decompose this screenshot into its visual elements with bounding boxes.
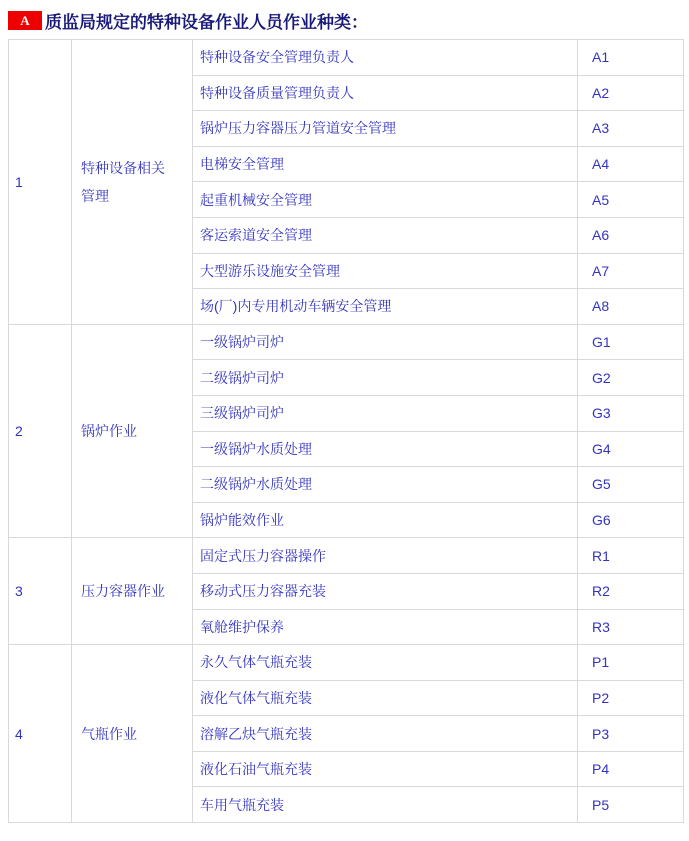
item-code: R3	[578, 609, 684, 645]
item-name: 一级锅炉水质处理	[193, 431, 578, 467]
item-code: G6	[578, 502, 684, 538]
item-code: P4	[578, 751, 684, 787]
section-letter-badge: A	[8, 11, 42, 30]
item-name: 溶解乙炔气瓶充装	[193, 716, 578, 752]
item-code: G2	[578, 360, 684, 396]
item-name: 场(厂)内专用机动车辆安全管理	[193, 289, 578, 325]
row-number: 1	[9, 40, 72, 325]
item-code: G3	[578, 395, 684, 431]
item-code: G4	[578, 431, 684, 467]
category-name	[72, 645, 193, 823]
item-name: 特种设备质量管理负责人	[193, 75, 578, 111]
table-row	[9, 324, 684, 360]
item-name: 三级锅炉司炉	[193, 395, 578, 431]
item-code: R1	[578, 538, 684, 574]
item-name: 起重机械安全管理	[193, 182, 578, 218]
table-body	[9, 40, 684, 823]
item-name: 二级锅炉司炉	[193, 360, 578, 396]
category-name	[72, 538, 193, 645]
item-name: 大型游乐设施安全管理	[193, 253, 578, 289]
item-name: 特种设备安全管理负责人	[193, 40, 578, 76]
item-code: P1	[578, 645, 684, 681]
item-name: 固定式压力容器操作	[193, 538, 578, 574]
item-code: A1	[578, 40, 684, 76]
row-number: 2	[9, 324, 72, 538]
item-name: 车用气瓶充装	[193, 787, 578, 823]
item-code: A5	[578, 182, 684, 218]
category-name-text: 压力容器作业	[81, 583, 165, 600]
table-row	[9, 538, 684, 574]
category-name	[72, 324, 193, 538]
item-name: 锅炉压力容器压力管道安全管理	[193, 111, 578, 147]
item-code: G5	[578, 467, 684, 503]
category-name	[72, 40, 193, 325]
item-name: 电梯安全管理	[193, 146, 578, 182]
row-number: 4	[9, 645, 72, 823]
item-name: 液化石油气瓶充装	[193, 751, 578, 787]
category-table	[8, 39, 684, 823]
item-name: 氧舱维护保养	[193, 609, 578, 645]
item-code: R2	[578, 573, 684, 609]
item-name: 永久气体气瓶充装	[193, 645, 578, 681]
title-text: 质监局规定的特种设备作业人员作业种类：	[45, 13, 368, 32]
category-name-text: 锅炉作业	[81, 423, 137, 440]
item-name: 液化气体气瓶充装	[193, 680, 578, 716]
item-name: 客运索道安全管理	[193, 217, 578, 253]
row-number: 3	[9, 538, 72, 645]
item-code: P2	[578, 680, 684, 716]
item-code: A2	[578, 75, 684, 111]
item-code: A7	[578, 253, 684, 289]
item-code: A3	[578, 111, 684, 147]
item-name: 一级锅炉司炉	[193, 324, 578, 360]
category-name-text: 特种设备相关管理	[81, 159, 165, 204]
table-row	[9, 40, 684, 76]
item-code: A4	[578, 146, 684, 182]
category-name-text: 气瓶作业	[81, 725, 137, 742]
table-row	[9, 645, 684, 681]
item-code: P5	[578, 787, 684, 823]
item-code: P3	[578, 716, 684, 752]
item-code: A8	[578, 289, 684, 325]
page-title	[0, 0, 689, 39]
item-code: G1	[578, 324, 684, 360]
item-name: 移动式压力容器充装	[193, 573, 578, 609]
item-code: A6	[578, 217, 684, 253]
item-name: 锅炉能效作业	[193, 502, 578, 538]
item-name: 二级锅炉水质处理	[193, 467, 578, 503]
